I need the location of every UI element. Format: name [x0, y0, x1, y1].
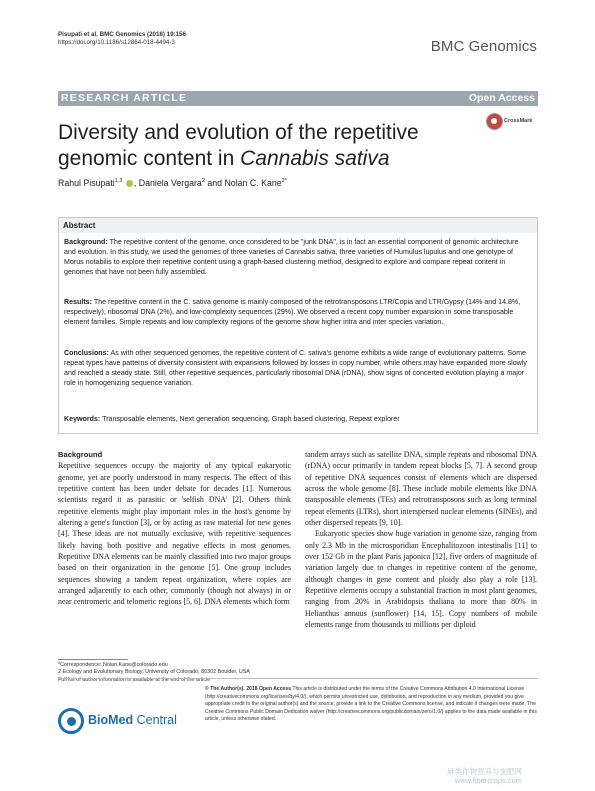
section-heading: Background: [58, 450, 103, 459]
title-species: Cannabis sativa: [240, 147, 390, 170]
body-paragraph: Eukaryotic species show huge variation in genome size, ranging from only 2.3 Mb in the microsporidian Encephalitozoon intestinalis [11] to over 152 Gb in the plant Paris japonica [12], five orders of magnitude of variation largely due to changes in repetitive content of the genome, although changes in gene content and ploidy also play a role [13]. Repetitive elements occupy a substantial fraction in most plant genomes, ranging from 20% in Arabidopsis thaliana to more than 80% in Helianthus annuus (sunflower) [14, 15]. Copy numbers of mobile elements range from thousands to millions per diploid: [305, 529, 537, 630]
author-info-note: Full list of author information is available at the end of the article: [58, 676, 211, 683]
journal-name: BMC Genomics: [430, 38, 537, 55]
body-column-left: [58, 449, 291, 608]
section-text: The repetitive content of the genome, once considered to be "junk DNA", is in fact an essential component of genomic architecture and evolution. In this study, we used the genomes of three varieties of Cannabis sativa, three varieties of Humulus lupulus and one genotype of Morus notabilis to explore their repetitive content using a graph-based clustering method, designed to explore and compare repeat content in genomes that have not been fully assembled.: [64, 238, 519, 277]
author-name: , Daniela Vergara: [133, 178, 202, 188]
running-header: [58, 31, 186, 48]
abstract-conclusions: [64, 348, 532, 388]
license-statement: [205, 686, 537, 724]
abstract-keywords: [64, 414, 532, 424]
author-affiliation: 1,3: [114, 178, 123, 185]
footnotes: [58, 662, 293, 684]
watermark-line: www.fibercrops.com: [454, 776, 522, 785]
section-label: Conclusions:: [64, 349, 109, 357]
section-label: Results:: [64, 298, 92, 306]
crossmark-icon: [486, 113, 503, 130]
crossmark-label: CrossMark: [504, 118, 533, 124]
open-access-label: Open Access: [468, 92, 535, 104]
body-column-right: [305, 449, 537, 631]
license-text: This article is distributed under the terms of the Creative Commons Attribution 4.0 International License (http://creativecommons.org/licenses/by/4.0/), which permits unrestricted use, distribution, and reproduction in any medium, provided you give appropriate credit to the original author(s) and the source, provide a link to the Creative Commons license, and indicate if changes were made. The Creative Commons Public Domain Dedication waiver (http://creativecommons.org/publicdomain/zero/1.0/) applies to the data made available in this article, unless otherwise stated.: [205, 686, 537, 723]
section-label: Keywords:: [64, 415, 101, 423]
article-type-banner: [58, 91, 538, 106]
crossmark-badge[interactable]: [486, 113, 536, 137]
abstract-results: [64, 297, 532, 327]
footer-divider: [58, 678, 538, 679]
abstract-header: [59, 218, 537, 233]
abstract-heading: Abstract: [63, 221, 96, 230]
doi-link[interactable]: https://doi.org/10.1186/s12864-018-4494-3: [58, 39, 175, 47]
title-text: Diversity and evolution of the repetitive genomic content in: [58, 121, 419, 170]
correspondence-note[interactable]: *Correspondence: Nolan.Kane@colorado.edu: [58, 662, 168, 668]
orcid-icon[interactable]: [126, 180, 133, 187]
body-paragraph: Repetitive sequences occupy the majority of any typical eukaryotic genome, yet are poorly understood in many respects. The effect of this repetitive content has been under debate for decades [1]. Numerous scientists regard it as parasitic or 'selfish DNA' [2]. Others think repetitive elements might play important roles in the host's genome by altering a gene's function [3], or by acting as raw material for new genes [4]. These ideas are not mutually exclusive, with repetitive sequences likely having both positive and negative effects in most genomes. Repetitive DNA elements can be mainly classified into two major groups based on their organization in the genome [5]. One group includes sequences showing a tandem repeat organization, where copies are arranged adjacently to each other, commonly (though not always) in or near centromeric and telomeric regions [5, 6]. DNA elements which form: [58, 461, 291, 607]
section-text: The repetitive content in the C. sativa genome is mainly composed of the retrotransposons LTR/Copia and LTR/Gypsy (14% and 14.8%, respectively), ribosomal DNA (2%), and low-complexity sequences (29%). We observed a recent copy number expansion in some transposable element families. Simple repeats and low complexity regions of the genome show higher intra and inter species variation.: [64, 298, 521, 327]
author-name: and Nolan C. Kane: [204, 178, 282, 188]
author-list: [58, 178, 287, 188]
biomed-central-logo[interactable]: [58, 708, 178, 738]
article-type-label: RESEARCH ARTICLE: [61, 92, 188, 104]
author-affiliation: 2: [201, 178, 205, 185]
author-name: Rahul Pisupati: [58, 178, 115, 188]
abstract-background: [64, 237, 532, 277]
citation-line: Pisupati et al. BMC Genomics (2018) 19:156: [58, 31, 186, 38]
section-label: Background:: [64, 238, 108, 246]
site-watermark: [447, 767, 522, 785]
abstract-box: [58, 217, 538, 434]
body-paragraph: tandem arrays such as satellite DNA, simple repeats and ribosomal DNA (rDNA) occur primarily in tandem repeat blocks [5, 7]. A second group of repetitive DNA sequences consist of elements which are dispersed across the whole genome [8]. These include mobile elements like DNA transposable elements (TEs) and retrotransposons such as long terminal repeat elements (LTRs), short interspersed nuclear elements (SINEs), and other dispersed repeats [9, 10].: [305, 450, 537, 528]
affiliation-note: 2 Ecology and Evolutionary Biology, University of Colorado, 80302 Boulder, USA: [58, 669, 250, 676]
section-text: Transposable elements, Next generation sequencing, Graph based clustering, Repeat explorer: [102, 415, 400, 423]
license-heading: © The Author(s). 2018 Open Access: [205, 686, 292, 692]
section-text: As with other sequenced genomes, the repetitive content of C. sativa's genome exhibits a wide range of evolutionary patterns. Some repeat types have patterns of diversity consistent with expansions followed by losses in copy number, while others may have expanded more slowly and reached a steady state. Still, other repetitive sequences, particularly ribosomal DNA (rDNA), show signs of concerted evolution playing a major role in homogenizing sequence variation.: [64, 349, 527, 388]
logo-wordmark: BioMed Central: [88, 713, 177, 727]
footnote-divider: [58, 659, 128, 660]
article-title: [58, 120, 478, 172]
watermark-line: 麻类作物营养与施肥网: [447, 767, 522, 776]
author-affiliation: 2*: [281, 178, 287, 185]
biomed-central-icon: [58, 708, 84, 734]
